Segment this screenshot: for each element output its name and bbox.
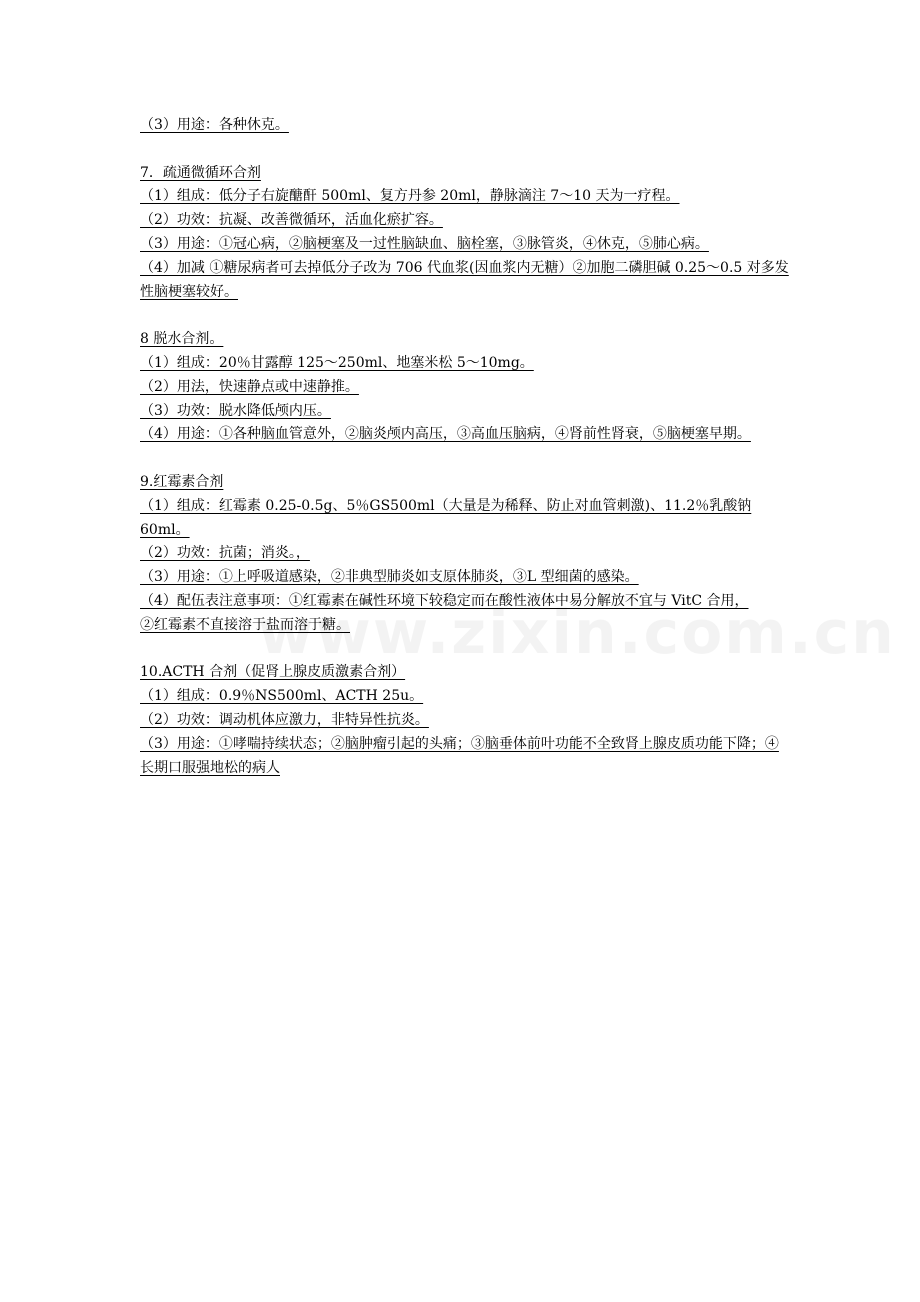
section-title-7: 7．疏通微循环合剂	[140, 164, 261, 181]
s7-effect: （2）功效：抗凝、改善微循环，活血化瘀扩容。	[140, 212, 443, 229]
s8-method-line	[140, 376, 790, 400]
section-title-9: 9.红霉素合剂	[140, 473, 224, 490]
s9-composition-line	[140, 495, 790, 543]
s7-composition-line	[140, 185, 790, 209]
s7-effect-line	[140, 209, 790, 233]
s8-usage: （4）用途：①各种脑血管意外，②脑炎颅内高压，③高血压脑病，④肾前性肾衰，⑤脑梗塞早期。	[140, 426, 751, 443]
s8-title-line	[140, 328, 790, 352]
s9-usage-line	[140, 566, 790, 590]
spacer	[140, 638, 790, 662]
s10-effect: （2）功效：调动机体应激力，非特异性抗炎。	[140, 711, 429, 728]
s8-method: （2）用法，快速静点或中速静推。	[140, 378, 359, 395]
s7-usage-line	[140, 233, 790, 257]
s9-title-line	[140, 471, 790, 495]
s6-usage-line	[140, 114, 790, 138]
s8-usage-line	[140, 423, 790, 447]
spacer	[140, 304, 790, 328]
s8-effect-line	[140, 400, 790, 424]
s9-notes: （4）配伍表注意事项：①红霉素在碱性环境下较稳定而在酸性液体中易分解放不宜与 VitC 合用，	[140, 592, 749, 609]
section-title-10: 10.ACTH 合剂（促肾上腺皮质激素合剂）	[140, 664, 406, 681]
document-body	[140, 114, 790, 780]
section-title-8: 8 脱水合剂。	[140, 331, 224, 348]
s9-notes-line	[140, 590, 790, 614]
s10-title-line	[140, 661, 790, 685]
s10-usage: （3）用途：①哮喘持续状态；②脑肿瘤引起的头痛；③脑垂体前叶功能不全致肾上腺皮质功能下降；④长期口服强地松的病人	[140, 735, 779, 776]
s9-usage: （3）用途：①上呼吸道感染，②非典型肺炎如支原体肺炎，③L 型细菌的感染。	[140, 569, 639, 586]
spacer	[140, 447, 790, 471]
s9-composition: （1）组成：红霉素 0.25-0.5g、5％GS500ml（大量是为稀释、防止对血管刺激)、11.2％乳酸钠 60ml。	[140, 497, 752, 538]
s10-usage-line	[140, 733, 790, 781]
s8-effect: （3）功效：脱水降低颅内压。	[140, 402, 331, 419]
s7-title-line	[140, 162, 790, 186]
s8-composition-line	[140, 352, 790, 376]
s9-notes2: ②红霉素不直接溶于盐而溶于糖。	[140, 616, 350, 633]
s10-effect-line	[140, 709, 790, 733]
s10-composition: （1）组成：0.9％NS500ml、ACTH 25u。	[140, 688, 424, 705]
s10-composition-line	[140, 685, 790, 709]
s7-modification: （4）加减 ①糖尿病者可去掉低分子改为 706 代血浆(因血浆内无糖）②加胞二磷胆碱 0.25～0.5 对多发性脑梗塞较好。	[140, 259, 789, 300]
s8-composition: （1）组成：20％甘露醇 125～250ml、地塞米松 5～10mg。	[140, 354, 534, 371]
s9-effect-line	[140, 542, 790, 566]
s6-usage: （3）用途：各种休克。	[140, 117, 289, 133]
s7-modification-line	[140, 257, 790, 305]
spacer	[140, 138, 790, 162]
s9-notes2-line	[140, 614, 790, 638]
s9-effect: （2）功效：抗菌；消炎。，	[140, 545, 310, 562]
s7-usage: （3）用途：①冠心病，②脑梗塞及一过性脑缺血、脑栓塞，③脉管炎，④休克，⑤肺心病。	[140, 235, 709, 252]
s7-composition: （1）组成：低分子右旋醣酐 500ml、复方丹参 20ml，静脉滴注 7～10 天为一疗程。	[140, 188, 680, 205]
